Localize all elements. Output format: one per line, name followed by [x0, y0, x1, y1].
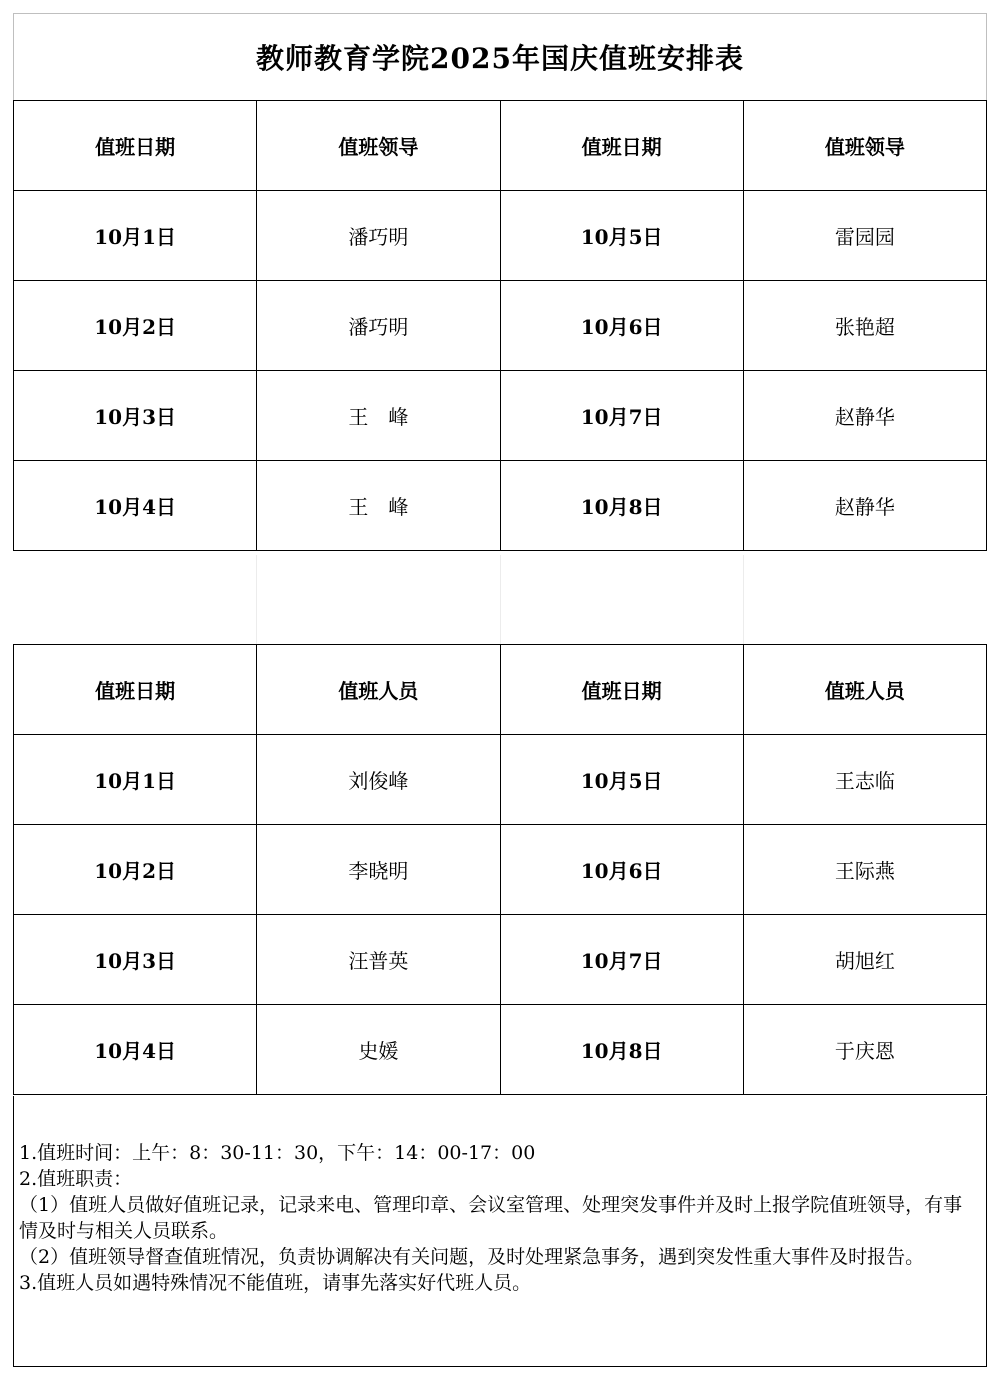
- staff-header-row: [14, 645, 987, 735]
- staff-cell: 李晓明: [257, 825, 500, 915]
- date-cell: 10月8日: [500, 1005, 743, 1095]
- staff-cell: 胡旭红: [743, 915, 986, 1005]
- spacer-row: [13, 555, 987, 644]
- staff-table: [13, 644, 987, 1095]
- leader-cell: 赵静华: [743, 371, 986, 461]
- staff-cell: 于庆恩: [743, 1005, 986, 1095]
- staff-cell: 刘俊峰: [257, 735, 500, 825]
- leader-cell: 张艳超: [743, 281, 986, 371]
- table-row: [14, 461, 987, 551]
- note-substitute: 3.值班人员如遇特殊情况不能值班，请事先落实好代班人员。: [19, 1272, 532, 1294]
- spacer-cell: [256, 555, 500, 644]
- date-cell: 10月5日: [500, 735, 743, 825]
- date-cell: 10月6日: [500, 281, 743, 371]
- header-cell-date: 值班日期: [14, 645, 257, 735]
- table-row: [14, 191, 987, 281]
- date-cell: 10月4日: [14, 461, 257, 551]
- staff-cell: 史媛: [257, 1005, 500, 1095]
- date-cell: 10月8日: [500, 461, 743, 551]
- date-cell: 10月7日: [500, 371, 743, 461]
- header-cell-date: 值班日期: [500, 645, 743, 735]
- date-cell: 10月4日: [14, 1005, 257, 1095]
- table-row: [14, 735, 987, 825]
- table-row: [14, 1005, 987, 1095]
- note-staff-responsibility: （1）值班人员做好值班记录，记录来电、管理印章、会议室管理、处理突发事件并及时上报学院值班领导，有事情及时与相关人员联系。: [19, 1194, 963, 1242]
- table-row: [14, 281, 987, 371]
- header-cell-staff: 值班人员: [743, 645, 986, 735]
- staff-cell: 汪普英: [257, 915, 500, 1005]
- date-cell: 10月6日: [500, 825, 743, 915]
- table-row: [14, 371, 987, 461]
- date-cell: 10月1日: [14, 191, 257, 281]
- date-cell: 10月1日: [14, 735, 257, 825]
- leader-cell: 赵静华: [743, 461, 986, 551]
- staff-cell: 王际燕: [743, 825, 986, 915]
- sheet-title: 教师教育学院2025年国庆值班安排表: [13, 13, 987, 100]
- date-cell: 10月2日: [14, 281, 257, 371]
- date-cell: 10月3日: [14, 915, 257, 1005]
- leader-cell: 王 峰: [257, 371, 500, 461]
- spacer-cell: [500, 555, 744, 644]
- leader-cell: 王 峰: [257, 461, 500, 551]
- leaders-table: [13, 100, 987, 551]
- header-cell-leader: 值班领导: [743, 101, 986, 191]
- table-row: [14, 825, 987, 915]
- header-cell-staff: 值班人员: [257, 645, 500, 735]
- note-leader-responsibility: （2）值班领导督查值班情况，负责协调解决有关问题，及时处理紧急事务，遇到突发性重大事件及时报告。: [19, 1246, 925, 1268]
- date-cell: 10月5日: [500, 191, 743, 281]
- note-duty-hours: 1.值班时间：上午：8：30-11：30，下午：14：00-17：00: [19, 1142, 536, 1164]
- date-cell: 10月3日: [14, 371, 257, 461]
- leader-cell: 潘巧明: [257, 281, 500, 371]
- table-row: [14, 915, 987, 1005]
- note-duty-responsibilities: 2.值班职责：: [19, 1168, 133, 1190]
- header-cell-date: 值班日期: [500, 101, 743, 191]
- duty-schedule-sheet: [13, 13, 987, 1367]
- leader-cell: 潘巧明: [257, 191, 500, 281]
- leaders-header-row: [14, 101, 987, 191]
- spacer-cell: [13, 555, 256, 644]
- spacer-cell: [743, 555, 987, 644]
- leader-cell: 雷园园: [743, 191, 986, 281]
- header-cell-leader: 值班领导: [257, 101, 500, 191]
- notes-box: [13, 1096, 987, 1367]
- staff-cell: 王志临: [743, 735, 986, 825]
- date-cell: 10月2日: [14, 825, 257, 915]
- header-cell-date: 值班日期: [14, 101, 257, 191]
- date-cell: 10月7日: [500, 915, 743, 1005]
